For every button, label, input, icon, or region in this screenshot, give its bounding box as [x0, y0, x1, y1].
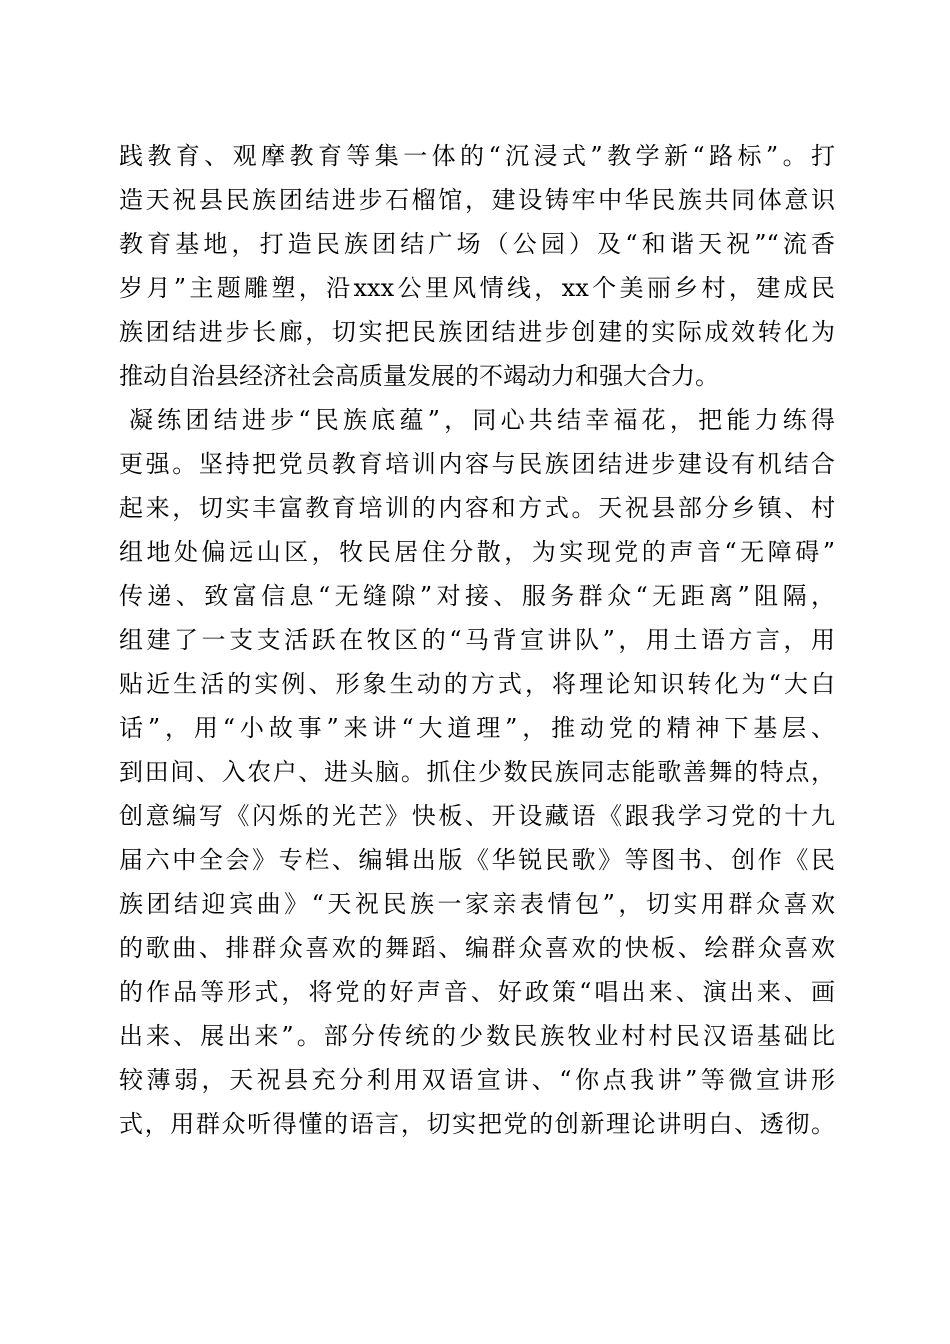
- text-line: 岁月”主题雕塑，沿xxx公里风情线，xx个美丽乡村，建成民: [119, 274, 835, 302]
- text-line: 推动自治县经济社会高质量发展的不竭动力和强大合力。: [119, 362, 719, 390]
- text-line: 的作品等形式，将党的好声音、好政策“唱出来、演出来、画: [119, 978, 835, 1006]
- text-line: 贴近生活的实例、形象生动的方式，将理论知识转化为“大白: [119, 670, 835, 698]
- text-line: 传递、致富信息“无缝隙”对接、服务群众“无距离”阻隔，: [119, 582, 835, 610]
- text-line: 组建了一支支活跃在牧区的“马背宣讲队”，用土语方言，用: [119, 626, 835, 654]
- text-line: 族团结迎宾曲》“天祝民族一家亲表情包”，切实用群众喜欢: [119, 890, 835, 918]
- text-line: 造天祝县民族团结进步石榴馆，建设铸牢中华民族共同体意识: [119, 186, 835, 214]
- text-line: 到田间、入农户、进头脑。抓住少数民族同志能歌善舞的特点，: [119, 758, 835, 786]
- text-line: 教育基地，打造民族团结广场（公园）及“和谐天祝”“流香: [119, 230, 835, 258]
- text-line: 创意编写《闪烁的光芒》快板、开设藏语《跟我学习党的十九: [119, 802, 835, 830]
- text-line: 较薄弱，天祝县充分利用双语宣讲、“你点我讲”等微宣讲形: [119, 1066, 835, 1094]
- body-text: [119, 134, 835, 1146]
- paragraph-1: [119, 134, 835, 398]
- text-line: 出来、展出来”。部分传统的少数民族牧业村村民汉语基础比: [119, 1022, 835, 1050]
- text-line: 更强。坚持把党员教育培训内容与民族团结进步建设有机结合: [119, 450, 835, 478]
- text-line: 式，用群众听得懂的语言，切实把党的创新理论讲明白、透彻。: [119, 1110, 835, 1138]
- text-line: 话”，用“小故事”来讲“大道理”，推动党的精神下基层、: [119, 714, 835, 742]
- text-line: 起来，切实丰富教育培训的内容和方式。天祝县部分乡镇、村: [119, 494, 835, 522]
- text-line: 凝练团结进步“民族底蕴”，同心共结幸福花，把能力练得: [129, 406, 835, 434]
- text-line: 的歌曲、排群众喜欢的舞蹈、编群众喜欢的快板、绘群众喜欢: [119, 934, 835, 962]
- text-line: 践教育、观摩教育等集一体的“沉浸式”教学新“路标”。打: [119, 142, 835, 170]
- text-line: 族团结进步长廊，切实把民族团结进步创建的实际成效转化为: [119, 318, 835, 346]
- text-line: 届六中全会》专栏、编辑出版《华锐民歌》等图书、创作《民: [119, 846, 835, 874]
- paragraph-2: [119, 398, 835, 1146]
- text-line: 组地处偏远山区，牧民居住分散，为实现党的声音“无障碍”: [119, 538, 835, 566]
